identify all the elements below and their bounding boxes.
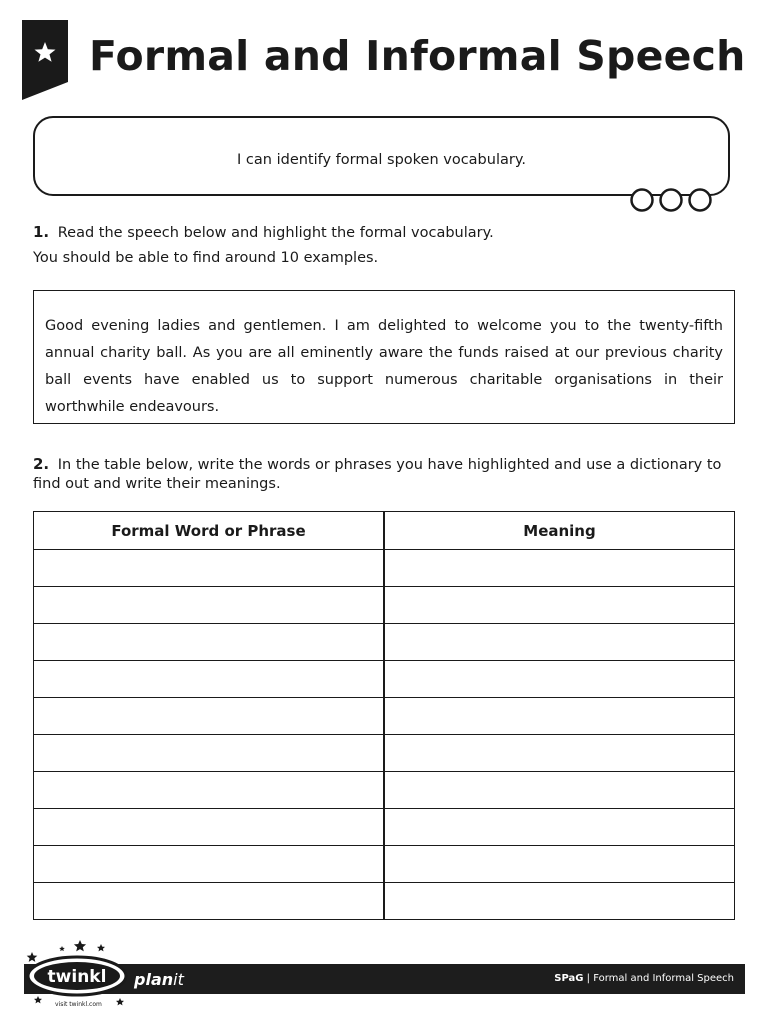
footer-title	[554, 973, 734, 984]
formal-word-cell[interactable]	[34, 587, 385, 624]
objective-text: I can identify formal spoken vocabulary.	[237, 152, 526, 168]
footer-page-title: Formal and Informal Speech	[593, 973, 734, 984]
meaning-cell[interactable]	[384, 772, 735, 809]
table-body	[34, 550, 735, 920]
page-title: Formal and Informal Speech	[89, 32, 746, 80]
table-row	[34, 772, 735, 809]
three-circles-icon	[628, 187, 716, 213]
planit-light: it	[173, 970, 184, 989]
formal-word-cell[interactable]	[34, 698, 385, 735]
question-1-line-2: You should be able to find around 10 examples.	[33, 250, 379, 266]
twinkl-wordmark: twinkl	[47, 967, 107, 987]
formal-word-cell[interactable]	[34, 846, 385, 883]
visit-url: visit twinkl.com	[55, 1001, 102, 1008]
question-1	[33, 220, 494, 271]
formal-word-cell[interactable]	[34, 550, 385, 587]
formal-word-cell[interactable]	[34, 809, 385, 846]
speech-text: Good evening ladies and gentlemen. I am delighted to welcome you to the twenty-fifth annual charity ball. As you are all eminently aware the funds raised at our previous charity ball events have enabled us to support numerous charitable organisations in their worthwhile endeavours.	[45, 318, 723, 415]
twinkl-logo-icon	[22, 938, 132, 1010]
formal-word-cell[interactable]	[34, 624, 385, 661]
formal-word-cell[interactable]	[34, 735, 385, 772]
table-row	[34, 883, 735, 920]
table-row	[34, 735, 735, 772]
table-row	[34, 587, 735, 624]
planit-logo	[134, 970, 184, 989]
formal-word-cell[interactable]	[34, 883, 385, 920]
meaning-cell[interactable]	[384, 624, 735, 661]
footer-separator: |	[583, 973, 594, 984]
meaning-cell[interactable]	[384, 698, 735, 735]
column-header-meaning: Meaning	[384, 512, 735, 550]
question-1-line-1: Read the speech below and highlight the formal vocabulary.	[57, 225, 494, 241]
footer-subject: SPaG	[554, 973, 584, 984]
meaning-cell[interactable]	[384, 809, 735, 846]
table-row	[34, 846, 735, 883]
table-row	[34, 661, 735, 698]
objective-box	[33, 116, 730, 196]
star-bookmark-icon	[22, 20, 68, 100]
table-row	[34, 550, 735, 587]
meaning-cell[interactable]	[384, 735, 735, 772]
column-header-formal-word: Formal Word or Phrase	[34, 512, 385, 550]
meaning-cell[interactable]	[384, 846, 735, 883]
table-row	[34, 624, 735, 661]
table-row	[34, 698, 735, 735]
question-2-text: In the table below, write the words or phrases you have highlighted and use a dictionary to find out and write their meanings.	[33, 457, 722, 492]
question-1-number: 1.	[33, 223, 50, 241]
question-2	[33, 455, 735, 494]
meaning-cell[interactable]	[384, 587, 735, 624]
speech-box	[33, 290, 735, 424]
meaning-cell[interactable]	[384, 661, 735, 698]
question-2-number: 2.	[33, 455, 50, 473]
footer-bar	[24, 964, 745, 994]
meaning-cell[interactable]	[384, 883, 735, 920]
meaning-cell[interactable]	[384, 550, 735, 587]
table-row	[34, 809, 735, 846]
formal-word-cell[interactable]	[34, 661, 385, 698]
planit-strong: plan	[134, 970, 174, 989]
formal-word-cell[interactable]	[34, 772, 385, 809]
vocabulary-table	[33, 511, 735, 920]
table-header-row	[34, 512, 735, 550]
